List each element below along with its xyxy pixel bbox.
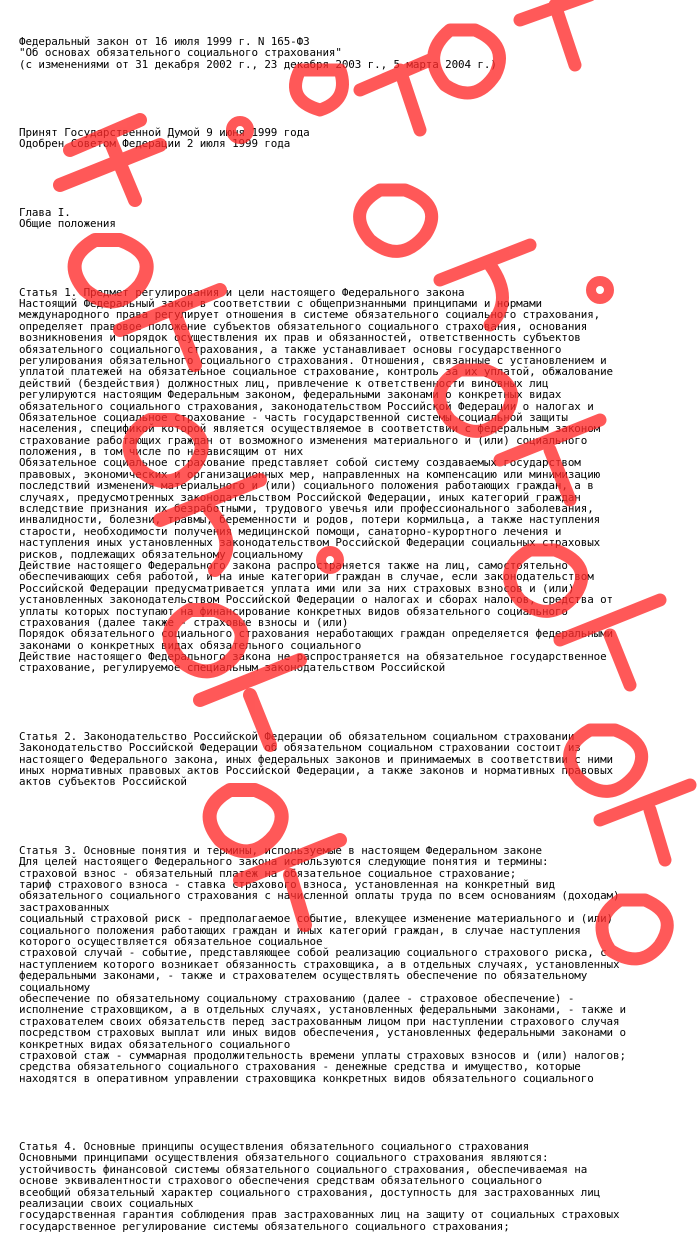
chapter-line: Глава I. [19,205,71,219]
article1-line: населения, спецификой которой является осуществляемое в соответствии с федеральным законом [19,422,601,436]
article4-line: государственное регулирование системы обязательного социального страхования; [19,1219,510,1233]
article1-line: определяет правовое положение субъектов обязательного социального страхования, основания [19,319,588,333]
article3-line: страховой случай - событие, представляющее собой реализацию социального страхового риска, с [19,946,607,960]
article1-line: Порядок обязательного социального страхования неработающих граждан определяется федеральными [19,627,614,641]
adoption-line: Одобрен Советом Федерации 2 июля 1999 года [19,137,291,151]
article1-line: Обязательное социальное страхование представляет собой систему создаваемых государством [19,456,581,470]
article3-line: социальный страховой риск - предполагаемое событие, влекущее изменение материального и (или) [19,912,614,926]
article3-line: посредством страховых выплат или иных видов обеспечения, установленных федеральными законами о [19,1026,626,1040]
article-1 [19,287,691,674]
header-line: Федеральный закон от 16 июля 1999 г. N 165-ФЗ [19,34,310,48]
spacer [19,1107,691,1118]
article1-line: регулируются настоящим Федеральным законом, федеральными законами о конкретных видах [19,388,562,402]
article1-line: обязательного социального страхования, а также устанавливает основы государственного [19,342,562,356]
article1-line: Действие настоящего Федерального закона не распространяется на обязательное государственное [19,650,607,664]
article4-line: устойчивость финансовой системы обязательного социального страхования, обеспечиваемая на [19,1162,588,1176]
adoption-info [19,127,691,150]
article1-line: Статья 1. Предмет регулирования и цели настоящего Федерального закона [19,285,465,299]
spacer [19,811,691,822]
article1-line: Обязательное социальное страхование - часть государственной системы социальной защиты [19,410,568,424]
article3-line: тариф страхового взноса - ставка страхового взноса, установленная на конкретный вид [19,878,555,892]
spacer [19,697,691,708]
article3-line: обязательного социального страхования с начисленной оплаты труда по всем основаниям (доходам) [19,889,620,903]
header-line: (с изменениями от 31 декабря 2002 г., 23 декабря 2003 г., 5 марта 2004 г.) [19,57,497,71]
article1-line: последствий изменения материального и (или) социального положения работающих граждан, а в [19,479,594,493]
article1-line: уплаты которых поступают на финансирование конкретных видов обязательного социального [19,604,568,618]
article1-line: вследствие признания их безработными, трудового увечья или профессионального заболевания, [19,502,594,516]
article3-line: средства обязательного социального страхования - денежные средства и имущество, которые [19,1060,581,1074]
article3-line: социального положения работающих граждан и иных категорий граждан, в случае наступления [19,923,581,937]
chapter-heading [19,207,691,230]
article1-line: установленных законодательством Российской Федерации о налогах и сборах налогов, средства от [19,593,614,607]
document-body [19,13,691,1244]
article1-line: положения, в том числе по независящим от них [19,445,304,459]
article1-line: рисков, подлежащих обязательному социальному [19,547,304,561]
article1-line: обязательного социального страхования, законодательством Российской Федерации о налогах и [19,399,594,413]
article3-line: Для целей настоящего Федерального закона используются следующие понятия и термины: [19,855,549,869]
article1-line: случаях, предусмотренных законодательством Российской Федерации, иных категорий граждан [19,490,581,504]
article4-line: всеобщий обязательный характер социального страхования, доступность для застрахованных лиц [19,1185,601,1199]
article1-line: Российской Федерации предусматривается уплата ими или за них страховых взносов и (или) [19,581,575,595]
article3-line: социальному [19,980,91,994]
article4-line: основе эквивалентности страхового обеспечения средствам обязательного социального [19,1174,542,1188]
article3-line: страхователем своих обязательств перед застрахованным лицом при наступлении страхового случая [19,1014,620,1028]
article2-line: иных нормативных правовых актов Российской Федерации, а также законов и нормативных правовых [19,764,614,778]
article1-line: наступления иных установленных законодательством Российской Федерации социальных страховых [19,536,601,550]
article1-line: международного права регулирует отношения в системе обязательного социального страхования, [19,308,601,322]
article1-line: уплатой платежей на обязательное социальное страхование, контроль за их уплатой, обжалование [19,365,614,379]
header-line: "Об основах обязательного социального страхования" [19,46,342,60]
article2-line: Статья 2. Законодательство Российской Федерации об обязательном социальном страховании [19,729,575,743]
article1-line: действий (бездействия) должностных лиц, привлечение к ответственности виновных лиц [19,376,549,390]
article3-line: конкретных видах обязательного социального [19,1037,291,1051]
adoption-line: Принят Государственной Думой 9 июня 1999 года [19,126,310,139]
article1-line: Действие настоящего Федерального закона распространяется также на лиц, самостоятельно [19,558,568,572]
article3-line: Статья 3. Основные понятия и термины, используемые в настоящем Федеральном законе [19,843,542,857]
article4-line: Основными принципами осуществления обязательного социального страхования являются: [19,1151,549,1165]
article3-line: наступлением которого возникает обязанность страховщика, а в отдельных случаях, установленных [19,957,620,971]
article1-line: обеспечивающих себя работой, и на иные категории граждан в случае, если законодательством [19,570,594,584]
article3-line: страховой стаж - суммарная продолжительность времени уплаты страховых взносов и (или) налогов; [19,1048,626,1062]
article-2 [19,731,691,788]
article4-line: государственная гарантия соблюдения прав застрахованных лиц на защиту от социальных страховых [19,1208,620,1222]
article1-line: старости, необходимости получения медицинской помощи, санаторно-курортного лечения и [19,524,562,538]
article4-line: Статья 4. Основные принципы осуществления обязательного социального страхования [19,1140,530,1154]
spacer [19,93,691,104]
article-4 [19,1141,691,1232]
article2-line: настоящего Федерального закона, иных федеральных законов и принимаемых в соответствии с ними [19,752,614,766]
article1-line: страхование, регулируемое специальным законодательством Российской [19,661,446,675]
article2-line: актов субъектов Российской [19,775,187,789]
spacer [19,173,691,184]
article4-line: реализации своих социальных [19,1197,194,1211]
article1-line: регулирования обязательного социального страхования. Отношения, связанные с установлением и [19,353,607,367]
article1-line: правовых, экономических и организационных мер, направленных на компенсацию или минимизацию [19,467,601,481]
article1-line: возникновения и порядок осуществления их прав и обязанностей, ответственность субъектов [19,331,581,345]
article1-line: законами о конкретных видах обязательного социального [19,638,362,652]
article3-line: исполнение страховщиком, а в отдельных случаях, установленных федеральными законами, - также и [19,1003,626,1017]
article1-line: Настоящий Федеральный закон в соответствии с общепризнанными принципами и нормами [19,296,542,310]
article1-line: инвалидности, болезни, травмы, беременности и родов, потери кормильца, а также наступления [19,513,601,527]
article3-line: застрахованных [19,900,110,914]
article3-line: которого осуществляется обязательное социальное [19,934,323,948]
article3-line: находятся в оперативном управлении страховщика конкретных видов обязательного социального [19,1071,594,1085]
article3-line: федеральными законами, - также и страхователем осуществлять обеспечение по обязательному [19,969,588,983]
spacer [19,252,691,263]
article-3 [19,845,691,1084]
article1-line: страхования (далее также - страховые взносы и (или) [19,615,349,629]
chapter-line: Общие положения [19,217,116,231]
article3-line: обеспечение по обязательному социальному страхованию (далее - страховое обеспечение) - [19,991,575,1005]
article1-line: страхование работающих граждан от возможного изменения материального и (или) социального [19,433,588,447]
article2-line: Законодательство Российской Федерации об обязательном социальном страховании состоит из [19,741,581,755]
article3-line: страховой взнос - обязательный платеж на обязательное социальное страхование; [19,866,517,880]
document-header [19,36,691,70]
